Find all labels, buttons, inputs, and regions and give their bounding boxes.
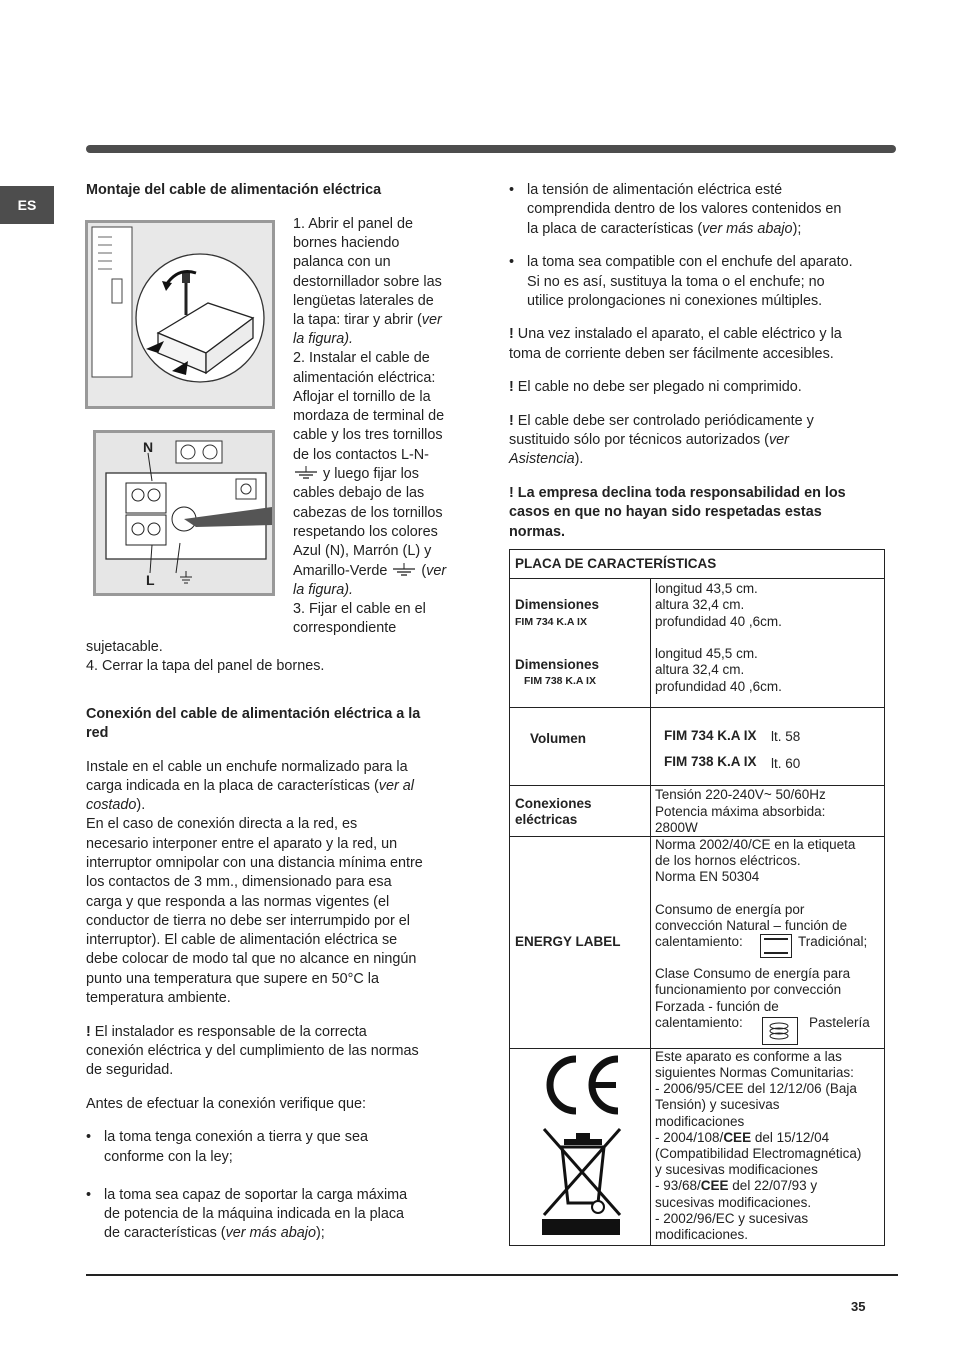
- bottom-rule: [86, 1274, 898, 1276]
- elec-value: 2800W: [655, 820, 698, 835]
- fig-line: Aflojar el tornillo de la: [293, 389, 431, 405]
- fig-line: la figura).: [293, 582, 353, 598]
- figure-terminal-panel-open: [85, 220, 275, 409]
- dim-model: FIM 734 K.A IX: [515, 616, 587, 628]
- conformity-text: sucesivas modificaciones.: [655, 1195, 812, 1210]
- energy-text: Norma 2002/40/CE en la etiqueta: [655, 837, 856, 852]
- fig-line: Azul (N), Marrón (L) y: [293, 543, 432, 559]
- ground-icon: [391, 563, 417, 577]
- energy-text: de los hornos eléctricos.: [655, 853, 801, 868]
- text-line: utilice prolongaciones ni conexiones múltiples.: [527, 293, 823, 309]
- text-line: interruptor omnipolar con una distancia mínima entre: [86, 855, 423, 871]
- step-line: sujetacable.: [86, 639, 163, 655]
- text-line: conforme con la ley;: [104, 1149, 233, 1165]
- section-title-montaje: Montaje del cable de alimentación eléctrica: [86, 182, 382, 198]
- fig-line: correspondiente: [293, 620, 397, 636]
- conformity-text: - 93/68/CEE del 22/07/93 y: [655, 1178, 818, 1193]
- bullet: •: [86, 1187, 92, 1203]
- step-line: 4. Cerrar la tapa del panel de bornes.: [86, 658, 325, 674]
- energy-text: Consumo de energía por: [655, 902, 805, 917]
- oven-pastry-icon: [762, 1017, 798, 1045]
- energy-text: Pastelería: [809, 1015, 870, 1030]
- text-line: ! La empresa declina toda responsabilidad en los: [509, 485, 846, 501]
- elec-value: Potencia máxima absorbida:: [655, 804, 826, 819]
- text-line: toma de corriente deben ser fácilmente accesibles.: [509, 346, 834, 362]
- energy-text: funcionamiento por convección: [655, 982, 842, 997]
- text-line: debe colocar de modo tal que no alcance en ningún: [86, 951, 417, 967]
- dim-value: profundidad 40 ,6cm.: [655, 614, 782, 629]
- elec-label: eléctricas: [515, 812, 578, 827]
- language-tab: [0, 186, 54, 224]
- weee-bin-icon: [540, 1125, 624, 1237]
- conformity-text: Este aparato es conforme a las: [655, 1049, 842, 1064]
- text-line: temperatura ambiente.: [86, 990, 231, 1006]
- conformity-text: - 2006/95/CEE del 12/12/06 (Baja: [655, 1081, 857, 1096]
- dim-value: profundidad 40 ,6cm.: [655, 679, 782, 694]
- conformity-text: modificaciones.: [655, 1227, 749, 1242]
- table-header: PLACA DE CARACTERÍSTICAS: [515, 556, 717, 571]
- section-title-conexion: Conexión del cable de alimentación eléctrica a la: [86, 706, 421, 722]
- text-line: la toma sea compatible con el enchufe del aparato.: [527, 254, 853, 270]
- dim-value: longitud 45,5 cm.: [655, 646, 758, 661]
- dim-model: FIM 738 K.A IX: [524, 675, 596, 687]
- bullet: •: [509, 182, 515, 198]
- conformity-text: - 2002/96/EC y sucesivas: [655, 1211, 809, 1226]
- dim-label: Dimensiones: [515, 597, 600, 612]
- text-line: los contactos de 3 mm., dimensionado para esa: [86, 874, 392, 890]
- energy-text: Tradiciónal;: [798, 934, 868, 949]
- text-line: punto una temperatura que supere en 50°C la: [86, 971, 379, 987]
- text-line: ! El cable debe ser controlado periódicamente y: [509, 413, 814, 429]
- energy-text: Clase Consumo de energía para: [655, 966, 851, 981]
- conformity-text: (Compatibilidad Electromagnética): [655, 1146, 862, 1161]
- fig-line: 3. Fijar el cable en el: [293, 601, 426, 617]
- language-code: ES: [17, 197, 37, 213]
- fig-line: de los contactos L-N-: [293, 447, 429, 463]
- energy-text: Forzada - función de: [655, 999, 779, 1014]
- oven-traditional-icon: [760, 934, 792, 958]
- fan-icon: [763, 1018, 796, 1043]
- energy-text: calentamiento:: [655, 1015, 743, 1030]
- text-line: ! Una vez instalado el aparato, el cable eléctrico y la: [509, 326, 842, 342]
- fig-line: 2. Instalar el cable de: [293, 350, 430, 366]
- ce-mark-icon: [540, 1053, 624, 1117]
- energy-text: calentamiento:: [655, 934, 743, 949]
- text-line: carga indicada en la placa de características (ver al: [86, 778, 414, 794]
- top-rule: [86, 145, 896, 153]
- text-line: carga y que responda a las normas vigentes (el: [86, 894, 390, 910]
- dim-value: longitud 43,5 cm.: [655, 581, 758, 596]
- text-line: En el caso de conexión directa a la red, es: [86, 816, 358, 832]
- text-line: la toma tenga conexión a tierra y que sea: [104, 1129, 368, 1145]
- verify-intro: Antes de efectuar la conexión verifique que:: [86, 1096, 366, 1112]
- text-line: de potencia de la máquina indicada en la placa: [104, 1206, 405, 1222]
- fig-line: cables debajo de las: [293, 485, 425, 501]
- text-line: normas.: [509, 524, 565, 540]
- text-line: costado).: [86, 797, 146, 813]
- figure-terminal-contacts: [93, 430, 275, 596]
- fig-line: cabezas de los tornillos: [293, 505, 443, 521]
- vol-model: FIM 738 K.A IX: [664, 754, 757, 769]
- fig-line: lengüetas laterales de: [293, 293, 434, 309]
- fig-line: la tapa: tirar y abrir (ver: [293, 312, 442, 328]
- vol-value: lt. 60: [771, 756, 801, 771]
- elec-value: Tensión 220-240V~ 50/60Hz: [655, 787, 826, 802]
- page-number: 35: [851, 1299, 866, 1314]
- text-line: sustituido sólo por técnicos autorizados (ver: [509, 432, 789, 448]
- text-line: interruptor). El cable de alimentación eléctrica se: [86, 932, 398, 948]
- text-line: ! El instalador es responsable de la correcta: [86, 1024, 367, 1040]
- text-line: de seguridad.: [86, 1062, 174, 1078]
- fig-line: y luego fijar los: [293, 465, 419, 484]
- fig-line: la figura).: [293, 331, 353, 347]
- terminal-contacts-illustration: [96, 433, 272, 593]
- text-line: comprendida dentro de los valores contenidos en: [527, 201, 842, 217]
- dim-label: Dimensiones: [515, 657, 600, 672]
- terminal-panel-illustration: [88, 223, 272, 406]
- conformity-text: y sucesivas modificaciones: [655, 1162, 818, 1177]
- fig-line: mordaza de terminal de: [293, 408, 445, 424]
- vol-value: lt. 58: [771, 729, 801, 744]
- label-l: L: [146, 572, 155, 588]
- fig-line: destornillador sobre las: [293, 274, 442, 290]
- dim-value: altura 32,4 cm.: [655, 597, 745, 612]
- text-line: necesario interponer entre el aparato y la red, un: [86, 836, 398, 852]
- vol-model: FIM 734 K.A IX: [664, 728, 757, 743]
- conformity-text: modificaciones: [655, 1114, 745, 1129]
- dim-value: altura 32,4 cm.: [655, 662, 745, 677]
- bullet: •: [86, 1129, 92, 1145]
- fig-line: bornes haciendo: [293, 235, 400, 251]
- fig-line: alimentación eléctrica:: [293, 370, 436, 386]
- label-n: N: [143, 439, 154, 455]
- text-line: conductor de tierra no debe ser interrumpido por el: [86, 913, 410, 929]
- rating-plate-table: [509, 549, 885, 1246]
- section-title-conexion-2: red: [86, 725, 109, 741]
- text-line: Si no es así, sustituya la toma o el enchufe; no: [527, 274, 825, 290]
- text-line: la tensión de alimentación eléctrica esté: [527, 182, 783, 198]
- text-line: Instale en el cable un enchufe normalizado para la: [86, 759, 408, 775]
- ground-icon: [293, 466, 319, 480]
- energy-text: Norma EN 50304: [655, 869, 760, 884]
- warning-not-bent: ! El cable no debe ser plegado ni comprimido.: [509, 379, 802, 395]
- text-line: casos en que no hayan sido respetadas estas: [509, 504, 822, 520]
- fig-line: Amarillo-Verde (ver: [293, 563, 447, 579]
- conformity-text: - 2004/108/CEE del 15/12/04: [655, 1130, 830, 1145]
- text-line: de características (ver más abajo);: [104, 1225, 325, 1241]
- conformity-text: siguientes Normas Comunitarias:: [655, 1065, 854, 1080]
- vol-label: Volumen: [530, 731, 587, 746]
- energy-label: ENERGY LABEL: [515, 934, 621, 949]
- text-line: conexión eléctrica y del cumplimiento de las normas: [86, 1043, 419, 1059]
- fig-line: palanca con un: [293, 254, 391, 270]
- elec-label: Conexiones: [515, 796, 592, 811]
- text-line: Asistencia).: [509, 451, 584, 467]
- fig-line: 1. Abrir el panel de: [293, 216, 414, 232]
- fig-line: cable y los tres tornillos: [293, 427, 443, 443]
- fig-line: respetando los colores: [293, 524, 438, 540]
- energy-text: convección Natural – función de: [655, 918, 848, 933]
- bullet: •: [509, 254, 515, 270]
- conformity-text: Tensión) y sucesivas: [655, 1097, 780, 1112]
- text-line: la toma sea capaz de soportar la carga máxima: [104, 1187, 408, 1203]
- text-line: la placa de características (ver más abajo);: [527, 221, 802, 237]
